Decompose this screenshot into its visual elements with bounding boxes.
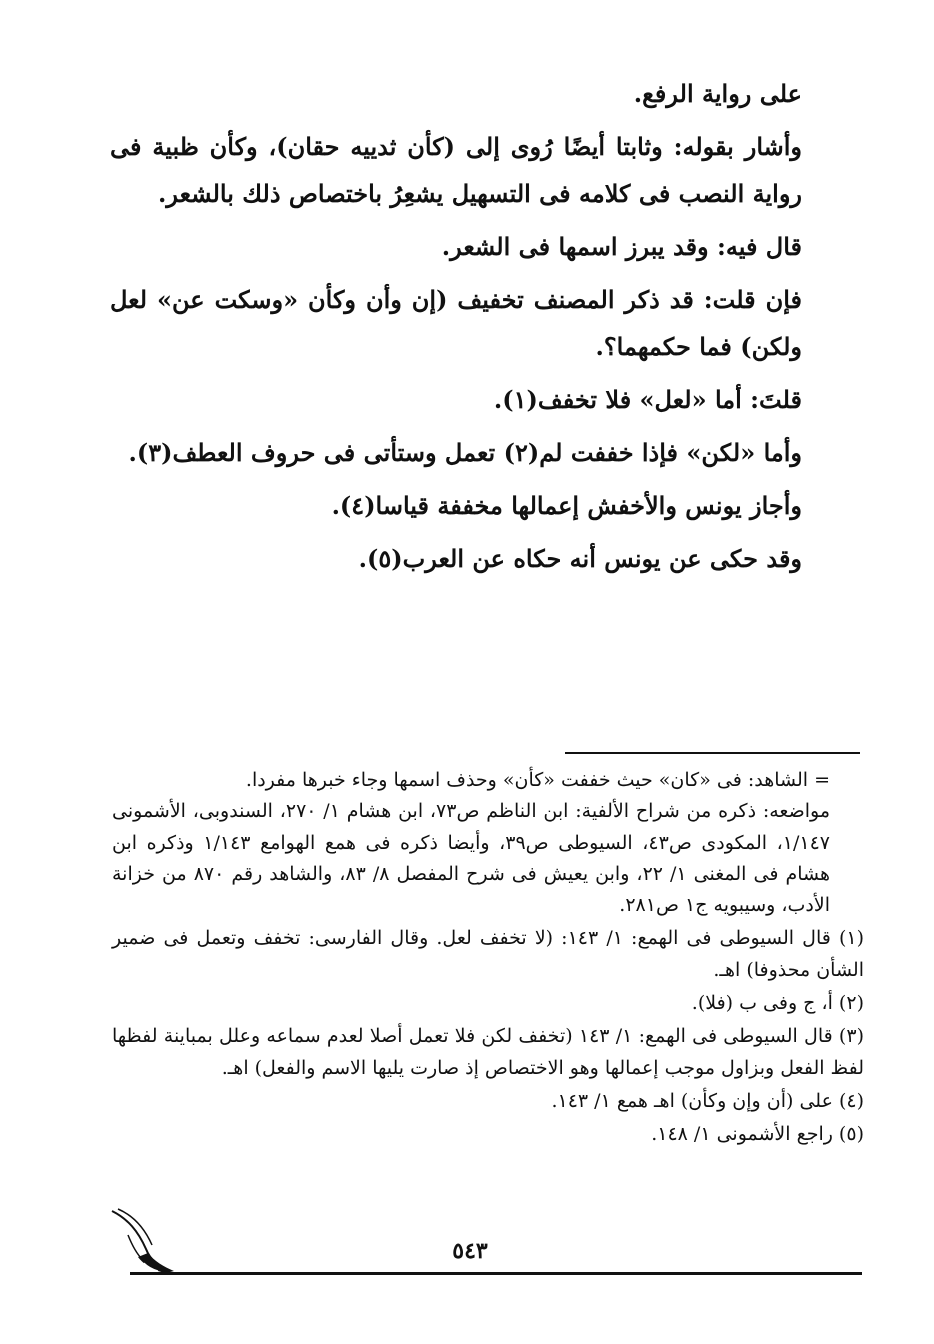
footnote-5: (٥) راجع الأشمونى ١/ ١٤٨. [651,1123,864,1146]
footnote-continuation-line: = الشاهد: فى «كان» حيث خففت «كأن» وحذف اسمها وجاء خبرها مفردا. [245,769,830,791]
footnotes-block [112,765,864,1151]
paragraph-5: قلتَ: أما «لعل» فلا تخفف(١). [493,385,802,414]
paragraph-2: وأشار بقوله: وثابتا أيضًا رُوى إلى (كأن ثدييه حقان)، وكأن ظبية فى رواية النصب فى كلامه فى التسهيل يشعِرُ باختصاص ذلك بالشعر. [110,132,802,208]
paragraph-3: قال فيه: وقد يبرز اسمها فى الشعر. [441,232,802,261]
footnote-continuation-sources: مواضعه: ذكره من شراح الألفية: ابن الناظم ص٧٣، ابن هشام ١/ ٢٧٠، السندوبى، الأشمونى ١/١٤٧، المكودى ص٤٣، السيوطى ص٣٩، وأيضا ذكره فى همع الهوامع ١/١٤٣ وذكره ابن هشام فى المغنى ١/ ٢٢، وابن يعيش فى شرح المفصل ٨/ ٨٣، والشاهد رقم ٨٧٠ من خزانة الأدب، وسيبويه ج١ ص٢٨١. [112,800,830,917]
main-text-block [110,70,832,588]
paragraph-1: على رواية الرفع. [633,79,802,108]
footnote-1: (١) قال السيوطى فى الهمع: ١/ ١٤٣: (لا تخفف لعل. وقال الفارسى: تخفف وتعمل فى ضمير الشأن محذوفا) اهـ. [112,927,864,981]
quill-ornament-icon [108,1205,178,1277]
paragraph-4: فإن قلت: قد ذكر المصنف تخفيف (إن وأن وكأن «وسكت عن» لعل ولكن) فما حكمهما؟. [110,285,802,361]
footnote-divider [565,752,860,754]
footnote-2: (٢) أ، ج وفى ب (فلا). [691,992,864,1015]
paragraph-6: وأما «لكن» فإذا خففت لم(٢) تعمل وستأتى فى حروف العطف(٣). [128,438,802,467]
bottom-rule [130,1272,862,1275]
paragraph-8: وقد حكى عن يونس أنه حكاه عن العرب(٥). [358,544,802,573]
footnote-3: (٣) قال السيوطى فى الهمع: ١/ ١٤٣ (تخفف لكن فلا تعمل أصلا لعدم سماعه وعلل بمباينة لفظها لفظ الفعل وبزاول موجب إعمالها وهو الاختصاص إذ صارت يليها الاسم والفعل) اهـ. [112,1025,864,1079]
footnote-4: (٤) على (أن وإن وكأن) اهـ همع ١/ ١٤٣. [551,1089,864,1112]
paragraph-7: وأجاز يونس والأخفش إعمالها مخففة قياسا(٤). [331,491,802,520]
page-number: ٥٤٣ [452,1238,488,1264]
